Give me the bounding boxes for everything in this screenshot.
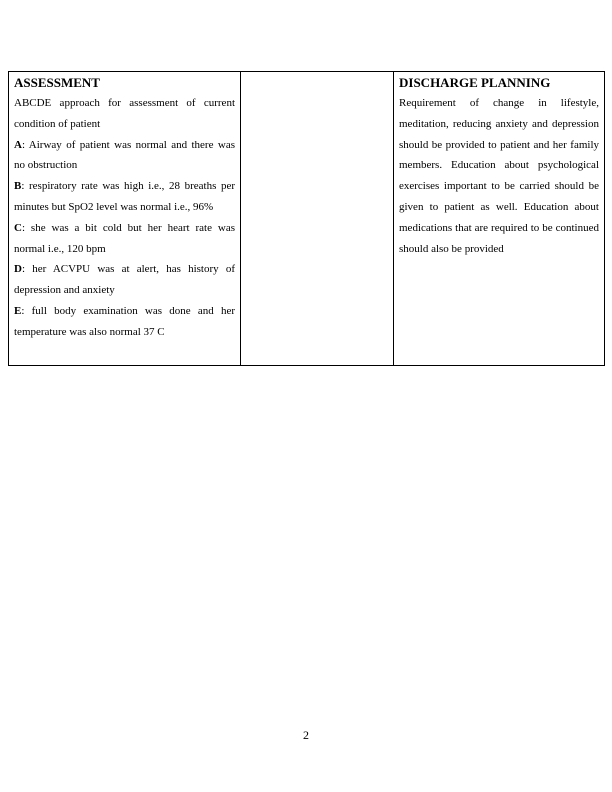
item-text: : full body examination was done and her temperature was also normal 37 C — [14, 304, 235, 338]
item-letter: D — [14, 263, 22, 276]
assessment-cell — [9, 72, 241, 366]
care-plan-table — [8, 71, 605, 366]
item-text: : her ACVPU was at alert, has history of depression and anxiety — [14, 263, 235, 297]
assessment-item-a — [14, 135, 235, 177]
item-letter: E — [14, 304, 22, 317]
page-number: 2 — [303, 728, 309, 742]
item-letter: B — [14, 180, 22, 193]
assessment-item-e — [14, 301, 235, 343]
middle-cell — [241, 72, 394, 366]
item-letter: C — [14, 221, 22, 234]
table-row — [9, 72, 605, 366]
assessment-intro: ABCDE approach for assessment of current condition of patient — [14, 97, 235, 130]
discharge-cell — [394, 72, 605, 366]
assessment-item-d — [14, 259, 235, 301]
discharge-heading: DISCHARGE PLANNING — [399, 75, 551, 90]
discharge-text: Requirement of change in lifestyle, meditation, reducing anxiety and depression should be provided to patient and her family members. Education about psychological exercises important to be carried should be given to patient as well. Education about medications that are required to be continued should also be provided — [399, 97, 599, 255]
item-text: : she was a bit cold but her heart rate was normal i.e., 120 bpm — [14, 221, 235, 255]
item-letter: A — [14, 138, 22, 151]
item-text: : respiratory rate was high i.e., 28 breaths per minutes but SpO2 level was normal i.e., 96% — [14, 180, 235, 213]
assessment-item-b — [14, 176, 235, 218]
assessment-item-c — [14, 218, 235, 260]
item-text: : Airway of patient was normal and there was no obstruction — [14, 138, 235, 172]
assessment-heading: ASSESSMENT — [14, 75, 100, 90]
